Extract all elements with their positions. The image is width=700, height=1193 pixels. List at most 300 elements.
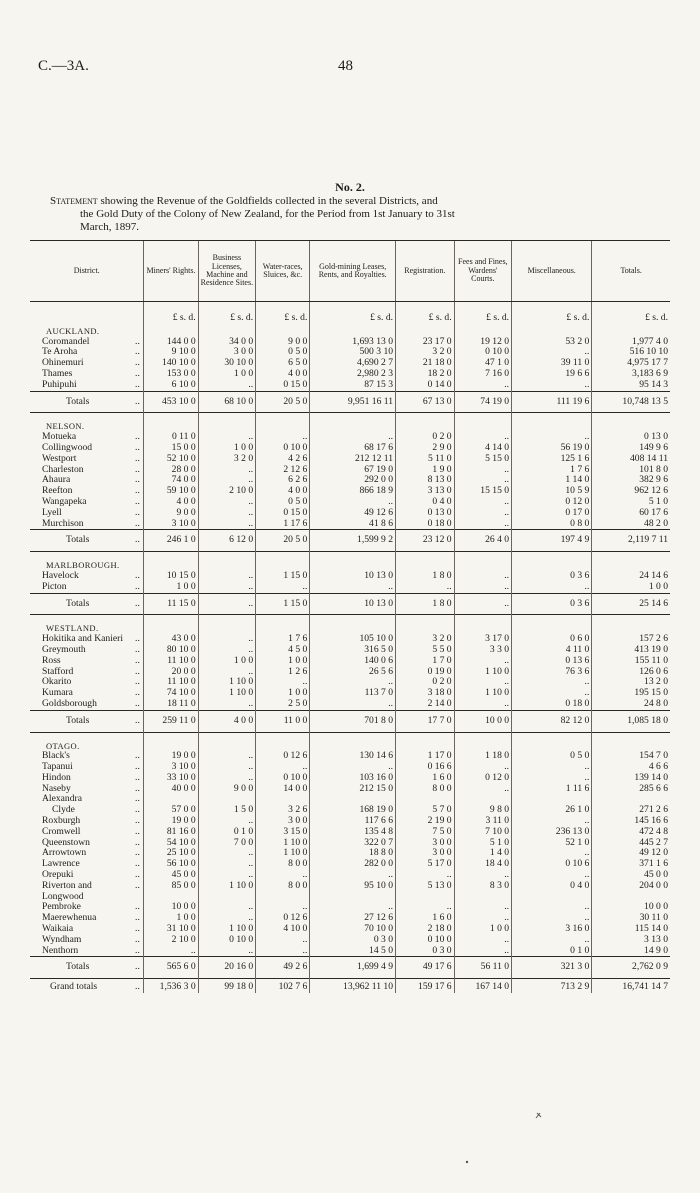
amount-cell: 0 15 0 (256, 380, 310, 391)
column-header: Miscellaneous. (512, 241, 592, 302)
amount-cell: 408 14 11 (592, 454, 670, 465)
total-cell: 111 19 6 (512, 391, 592, 413)
unit-label: £ s. d. (512, 302, 592, 324)
column-header: Registration. (396, 241, 455, 302)
amount-cell: 204 0 0 (592, 881, 670, 903)
amount-cell: 52 10 0 (144, 454, 198, 465)
table-row: Cromwell .. 81 16 0 0 1 0 3 15 0 135 4 8 7 5 0 7 10 0 236 13 0 472 4 8 (30, 827, 670, 838)
amount-cell: .. (454, 870, 511, 881)
amount-cell: 5 1 0 (592, 497, 670, 508)
amount-cell: 95 14 3 (592, 380, 670, 391)
amount-cell: 2 10 0 (198, 486, 255, 497)
amount-cell: 3 11 0 (454, 816, 511, 827)
amount-cell: 10 13 0 (310, 571, 396, 582)
amount-cell: 1 15 0 (256, 571, 310, 582)
amount-cell: .. (454, 571, 511, 582)
unit-label: £ s. d. (198, 302, 255, 324)
amount-cell: 9 10 0 (144, 347, 198, 358)
amount-cell: 153 0 0 (144, 369, 198, 380)
amount-cell: 1 17 0 (396, 751, 455, 762)
amount-cell: 87 15 3 (310, 380, 396, 391)
section-heading: MARLBOROUGH. (46, 560, 120, 571)
table-row: Hokitika and Kanieri .. 43 0 0 .. 1 7 6 105 10 0 3 2 0 3 17 0 0 6 0 157 2 6 (30, 634, 670, 645)
amount-cell: 5 7 0 (396, 805, 455, 816)
amount-cell: 18 8 0 (310, 848, 396, 859)
table-row: Clyde .. 57 0 0 1 5 0 3 2 6 168 19 0 5 7 0 9 8 0 26 1 0 271 2 6 (30, 805, 670, 816)
section-heading: AUCKLAND. (46, 325, 100, 336)
amount-cell: .. (198, 380, 255, 391)
amount-cell: 27 12 6 (310, 913, 396, 924)
section-heading-row (30, 733, 670, 752)
amount-cell: 271 2 6 (592, 805, 670, 816)
district-name: Collingwood (42, 442, 93, 453)
amount-cell: 39 11 0 (512, 358, 592, 369)
amount-cell: 95 10 0 (310, 881, 396, 903)
amount-cell: 4 14 0 (454, 443, 511, 454)
amount-cell: 15 0 0 (144, 443, 198, 454)
amount-cell: 26 5 6 (310, 667, 396, 678)
unit-label: £ s. d. (454, 302, 511, 324)
amount-cell: .. (454, 913, 511, 924)
table-row: Motueka .. 0 11 0 .. .. .. 0 2 0 .. .. 0 13 0 (30, 432, 670, 443)
amount-cell: 2 10 0 (144, 935, 198, 946)
table-row: Queenstown .. 54 10 0 7 0 0 1 10 0 322 0 7 3 0 0 5 1 0 52 1 0 445 2 7 (30, 838, 670, 849)
amount-cell: 4 0 0 (256, 486, 310, 497)
amount-cell: .. (198, 571, 255, 582)
total-cell: 453 10 0 (144, 391, 198, 413)
amount-cell: 45 0 0 (144, 870, 198, 881)
amount-cell: 0 10 0 (256, 773, 310, 784)
grand-total-cell: 16,741 14 7 (592, 979, 670, 993)
amount-cell: 7 16 0 (454, 369, 511, 380)
total-cell: .. (454, 593, 511, 615)
amount-cell: 56 10 0 (144, 859, 198, 870)
district-name: Pembroke (42, 902, 81, 913)
amount-cell: 4 2 6 (256, 454, 310, 465)
amount-cell: .. (512, 432, 592, 443)
amount-cell: 113 7 0 (310, 688, 396, 699)
column-header: District. (30, 241, 144, 302)
amount-cell: 9 0 0 (256, 337, 310, 348)
amount-cell: .. (454, 519, 511, 530)
amount-cell: .. (454, 902, 511, 913)
amount-cell: 3 13 0 (592, 935, 670, 946)
amount-cell: 103 16 0 (310, 773, 396, 784)
amount-cell: 130 14 6 (310, 751, 396, 762)
amount-cell: .. (310, 762, 396, 773)
grand-totals-row: Grand totals .. 1,536 3 0 99 18 0 102 7 6 13,962 11 10 159 17 6 167 14 0 713 2 9 16,741 14 7 (30, 979, 670, 993)
district-name: Naseby (42, 783, 71, 794)
amount-cell: 0 5 0 (256, 347, 310, 358)
district-name: Greymouth (42, 644, 86, 655)
amount-cell: 11 10 0 (144, 677, 198, 688)
amount-cell: 101 8 0 (592, 465, 670, 476)
amount-cell: 54 10 0 (144, 838, 198, 849)
amount-cell: 6 10 0 (144, 380, 198, 391)
amount-cell: .. (512, 347, 592, 358)
table-row: Wyndham .. 2 10 0 0 10 0 .. 0 3 0 0 10 0 .. .. 3 13 0 (30, 935, 670, 946)
amount-cell: .. (198, 762, 255, 773)
district-name: Kumara (42, 688, 73, 699)
unit-label: £ s. d. (592, 302, 670, 324)
amount-cell: 316 5 0 (310, 645, 396, 656)
total-cell: 74 19 0 (454, 391, 511, 413)
district-name: Okarito (42, 677, 72, 688)
caption-line-3: March, 1897. (80, 221, 139, 233)
table-row: Naseby .. 40 0 0 9 0 0 14 0 0 212 15 0 8 0 0 .. 1 11 6 285 6 6 (30, 784, 670, 795)
amount-cell: 149 9 6 (592, 443, 670, 454)
amount-cell: 76 3 6 (512, 667, 592, 678)
total-cell: 10,748 13 5 (592, 391, 670, 413)
amount-cell: .. (310, 432, 396, 443)
amount-cell: 0 10 0 (396, 935, 455, 946)
table-row: Murchison .. 3 10 0 .. 1 17 6 41 8 6 0 18 0 .. 0 8 0 48 2 0 (30, 519, 670, 530)
amount-cell: 74 0 0 (144, 475, 198, 486)
amount-cell: 81 16 0 (144, 827, 198, 838)
totals-label: Totals (30, 957, 133, 979)
amount-cell: 472 4 8 (592, 827, 670, 838)
amount-cell: .. (256, 677, 310, 688)
amount-cell: .. (198, 913, 255, 924)
amount-cell: 7 0 0 (198, 838, 255, 849)
caption-lead: Statement (50, 195, 98, 207)
amount-cell: .. (454, 475, 511, 486)
amount-cell: 3 15 0 (256, 827, 310, 838)
statement-caption (50, 195, 660, 234)
amount-cell: 4 10 0 (256, 924, 310, 935)
amount-cell: 8 3 0 (454, 881, 511, 903)
amount-cell: 10 15 0 (144, 571, 198, 582)
amount-cell: .. (454, 432, 511, 443)
district-name: Arrowtown (42, 848, 87, 859)
amount-cell: 0 18 0 (512, 699, 592, 710)
amount-cell: 0 13 0 (396, 508, 455, 519)
amount-cell: 0 6 0 (512, 634, 592, 645)
amount-cell: .. (512, 677, 592, 688)
district-name: Te Aroha (42, 347, 78, 358)
amount-cell: 19 0 0 (144, 751, 198, 762)
amount-cell: 2 18 0 (396, 924, 455, 935)
amount-cell: 105 10 0 (310, 634, 396, 645)
amount-cell: 28 0 0 (144, 465, 198, 476)
amount-cell: 282 0 0 (310, 859, 396, 870)
amount-cell: 0 12 6 (256, 751, 310, 762)
amount-cell: 1 0 0 (144, 582, 198, 593)
amount-cell: 56 19 0 (512, 443, 592, 454)
district-name: Picton (42, 581, 67, 592)
total-cell: 4 0 0 (198, 710, 255, 732)
amount-cell: .. (454, 465, 511, 476)
amount-cell: 962 12 6 (592, 486, 670, 497)
total-cell: 9,951 16 11 (310, 391, 396, 413)
amount-cell: .. (310, 699, 396, 710)
district-name: Hokitika and Kanieri (42, 634, 123, 645)
amount-cell: 2 9 0 (396, 443, 455, 454)
amount-cell: 3 2 0 (396, 347, 455, 358)
amount-cell: 1 10 0 (198, 881, 255, 903)
amount-cell: 53 2 0 (512, 337, 592, 348)
amount-cell: 1 0 0 (256, 656, 310, 667)
amount-cell: 212 15 0 (310, 784, 396, 795)
amount-cell: .. (198, 475, 255, 486)
amount-cell: .. (454, 935, 511, 946)
amount-cell: .. (454, 508, 511, 519)
table-row: Thames .. 153 0 0 1 0 0 4 0 0 2,980 2 3 18 2 0 7 16 0 19 6 6 3,183 6 9 (30, 369, 670, 380)
amount-cell: 10 5 9 (512, 486, 592, 497)
amount-cell: 21 18 0 (396, 358, 455, 369)
amount-cell: 140 0 6 (310, 656, 396, 667)
amount-cell: 24 14 6 (592, 571, 670, 582)
total-cell: 1,699 4 9 (310, 957, 396, 979)
amount-cell: 0 2 0 (396, 677, 455, 688)
table-row: Maerewhenua .. 1 0 0 .. 0 12 6 27 12 6 1 6 0 .. .. 30 11 0 (30, 913, 670, 924)
amount-cell: 47 1 0 (454, 358, 511, 369)
amount-cell: 1 7 0 (396, 656, 455, 667)
total-cell: 82 12 0 (512, 710, 592, 732)
amount-cell: .. (454, 380, 511, 391)
amount-cell: .. (198, 902, 255, 913)
district-name: Ahaura (42, 475, 71, 486)
table-row: Stafford .. 20 0 0 .. 1 2 6 26 5 6 0 19 0 1 10 0 76 3 6 126 0 6 (30, 667, 670, 678)
total-cell: 26 4 0 (454, 530, 511, 552)
amount-cell: 74 10 0 (144, 688, 198, 699)
amount-cell: 1 4 0 (454, 848, 511, 859)
total-cell: 246 1 0 (144, 530, 198, 552)
amount-cell: 14 9 0 (592, 946, 670, 957)
section-heading-row (30, 615, 670, 634)
caption-line-1: showing the Revenue of the Goldfields collected in the several Districts, and (97, 195, 438, 207)
amount-cell: .. (256, 946, 310, 957)
amount-cell: 3 2 6 (256, 805, 310, 816)
amount-cell: .. (512, 773, 592, 784)
table-row: Tapanui .. 3 10 0 .. .. .. 0 16 6 .. .. 4 6 6 (30, 762, 670, 773)
totals-label: Totals (30, 710, 133, 732)
amount-cell: 0 10 0 (198, 935, 255, 946)
unit-label: £ s. d. (256, 302, 310, 324)
amount-cell: .. (512, 762, 592, 773)
total-cell: 11 0 0 (256, 710, 310, 732)
amount-cell: 3 2 0 (198, 454, 255, 465)
amount-cell: 14 0 0 (256, 784, 310, 795)
table-row: Charleston .. 28 0 0 .. 2 12 6 67 19 0 1 9 0 .. 1 7 6 101 8 0 (30, 465, 670, 476)
amount-cell: 80 10 0 (144, 645, 198, 656)
table-row: Lawrence .. 56 10 0 .. 8 0 0 282 0 0 5 17 0 18 4 0 0 10 6 371 1 6 (30, 859, 670, 870)
total-cell: 1,085 18 0 (592, 710, 670, 732)
district-name: Charleston (42, 464, 84, 475)
amount-cell: 49 12 0 (592, 848, 670, 859)
amount-cell: 0 1 0 (198, 827, 255, 838)
total-cell: 67 13 0 (396, 391, 455, 413)
amount-cell: 6 5 0 (256, 358, 310, 369)
grand-total-cell: 713 2 9 (512, 979, 592, 993)
amount-cell: 145 16 6 (592, 816, 670, 827)
district-name: Queenstown (42, 837, 90, 848)
table-row: Waikaia .. 31 10 0 1 10 0 4 10 0 70 10 0 2 18 0 1 0 0 3 16 0 115 14 0 (30, 924, 670, 935)
total-cell: 20 5 0 (256, 530, 310, 552)
amount-cell: 8 0 0 (396, 784, 455, 795)
amount-cell: 413 19 0 (592, 645, 670, 656)
amount-cell: 10 0 0 (592, 902, 670, 913)
amount-cell: .. (198, 848, 255, 859)
amount-cell: 195 15 0 (592, 688, 670, 699)
amount-cell: 236 13 0 (512, 827, 592, 838)
column-header: Miners' Rights. (144, 241, 198, 302)
table-row: Westport .. 52 10 0 3 2 0 4 2 6 212 12 11 5 11 0 5 15 0 125 1 6 408 14 11 (30, 454, 670, 465)
amount-cell: 0 12 0 (454, 773, 511, 784)
district-name: Lawrence (42, 859, 80, 870)
amount-cell: 3 2 0 (396, 634, 455, 645)
amount-cell: 0 10 0 (256, 443, 310, 454)
table-row: Orepuki .. 45 0 0 .. .. .. .. .. .. 45 0 0 (30, 870, 670, 881)
table-row: Goldsborough .. 18 11 0 .. 2 5 0 .. 2 14 0 .. 0 18 0 24 8 0 (30, 699, 670, 710)
amount-cell: 1 0 0 (256, 688, 310, 699)
amount-cell: 140 10 0 (144, 358, 198, 369)
amount-cell: 0 13 0 (592, 432, 670, 443)
amount-cell: 500 3 10 (310, 347, 396, 358)
total-cell: 56 11 0 (454, 957, 511, 979)
district-name: Riverton and Longwood (42, 880, 92, 902)
amount-cell: 3 13 0 (396, 486, 455, 497)
amount-cell: .. (310, 582, 396, 593)
amount-cell: 2 12 6 (256, 465, 310, 476)
total-cell: 68 10 0 (198, 391, 255, 413)
amount-cell: 3 0 0 (256, 816, 310, 827)
amount-cell: .. (454, 677, 511, 688)
table-row: Nenthorn .. .. .. .. 14 5 0 0 3 0 .. 0 1 0 14 9 0 (30, 946, 670, 957)
district-name: Havelock (42, 570, 79, 581)
amount-cell: 13 2 0 (592, 677, 670, 688)
amount-cell: .. (198, 859, 255, 870)
amount-cell: 1 8 0 (396, 571, 455, 582)
amount-cell: .. (198, 751, 255, 762)
amount-cell: 117 6 6 (310, 816, 396, 827)
amount-cell: .. (198, 432, 255, 443)
district-name: Roxburgh (42, 816, 81, 827)
total-cell: 2,762 0 9 (592, 957, 670, 979)
total-cell: 6 12 0 (198, 530, 255, 552)
amount-cell: 3 16 0 (512, 924, 592, 935)
amount-cell: .. (198, 816, 255, 827)
amount-cell: 19 12 0 (454, 337, 511, 348)
amount-cell: 155 11 0 (592, 656, 670, 667)
section-totals-row: Totals .. 259 11 0 4 0 0 11 0 0 701 8 0 17 7 0 10 0 0 82 12 0 1,085 18 0 (30, 710, 670, 732)
section-totals-row: Totals .. 11 15 0 .. 1 15 0 10 13 0 1 8 0 .. 0 3 6 25 14 6 (30, 593, 670, 615)
amount-cell: .. (256, 935, 310, 946)
table-row: Te Aroha .. 9 10 0 3 0 0 0 5 0 500 3 10 3 2 0 0 10 0 .. 516 10 10 (30, 347, 670, 358)
table-row: Arrowtown .. 25 10 0 .. 1 10 0 18 8 0 3 0 0 1 4 0 .. 49 12 0 (30, 848, 670, 859)
amount-cell: 0 4 0 (396, 497, 455, 508)
amount-cell: 2 14 0 (396, 699, 455, 710)
total-cell: 11 15 0 (144, 593, 198, 615)
amount-cell: 85 0 0 (144, 881, 198, 903)
section-heading: WESTLAND. (46, 623, 99, 634)
total-cell: 23 12 0 (396, 530, 455, 552)
amount-cell: 285 6 6 (592, 784, 670, 795)
amount-cell: 3 0 0 (396, 848, 455, 859)
table-row: Alexandra .. (30, 794, 670, 805)
district-name: Maerewhenua (42, 913, 97, 924)
amount-cell: .. (512, 870, 592, 881)
amount-cell: 168 19 0 (310, 805, 396, 816)
amount-cell: .. (310, 870, 396, 881)
amount-cell: .. (198, 582, 255, 593)
totals-label: Totals (30, 391, 133, 413)
section-totals-row: Totals .. 453 10 0 68 10 0 20 5 0 9,951 16 11 67 13 0 74 19 0 111 19 6 10,748 13 5 (30, 391, 670, 413)
table-row: Riverton and Longwood .. 85 0 0 1 10 0 8 0 0 95 10 0 5 13 0 8 3 0 0 4 0 204 0 0 (30, 881, 670, 903)
total-cell: 20 5 0 (256, 391, 310, 413)
amount-cell: 57 0 0 (144, 805, 198, 816)
amount-cell: 0 16 6 (396, 762, 455, 773)
amount-cell: 3 10 0 (144, 762, 198, 773)
total-cell: 197 4 9 (512, 530, 592, 552)
amount-cell: 1,977 4 0 (592, 337, 670, 348)
amount-cell: 0 4 0 (512, 881, 592, 903)
amount-cell: .. (454, 656, 511, 667)
grand-total-cell: 102 7 6 (256, 979, 310, 993)
amount-cell: 0 10 6 (512, 859, 592, 870)
total-cell: 1,599 9 2 (310, 530, 396, 552)
amount-cell: 1 0 0 (198, 656, 255, 667)
amount-cell: .. (512, 902, 592, 913)
total-cell: .. (198, 593, 255, 615)
amount-cell: 19 0 0 (144, 816, 198, 827)
amount-cell: 115 14 0 (592, 924, 670, 935)
total-cell: 321 3 0 (512, 957, 592, 979)
amount-cell: .. (310, 677, 396, 688)
amount-cell: 60 17 6 (592, 508, 670, 519)
amount-cell: 4 6 6 (592, 762, 670, 773)
amount-cell: 31 10 0 (144, 924, 198, 935)
amount-cell: 0 5 0 (512, 751, 592, 762)
section-heading-row (30, 552, 670, 571)
amount-cell: .. (198, 699, 255, 710)
amount-cell: .. (198, 465, 255, 476)
amount-cell: 3 3 0 (454, 645, 511, 656)
amount-cell: .. (256, 762, 310, 773)
amount-cell: 1 5 0 (198, 805, 255, 816)
amount-cell: 0 18 0 (396, 519, 455, 530)
revenue-table (30, 240, 670, 993)
amount-cell: 18 4 0 (454, 859, 511, 870)
table-row: Black's .. 19 0 0 .. 0 12 6 130 14 6 1 17 0 1 18 0 0 5 0 154 7 0 (30, 751, 670, 762)
table-header (30, 241, 670, 302)
amount-cell: 292 0 0 (310, 475, 396, 486)
district-name: Nenthorn (42, 945, 79, 956)
amount-cell: .. (396, 582, 455, 593)
amount-cell: 18 2 0 (396, 369, 455, 380)
district-name: Wangapeka (42, 496, 87, 507)
grand-totals-label: Grand totals (50, 981, 98, 993)
amount-cell: 1 17 6 (256, 519, 310, 530)
district-name: Waikaia (42, 924, 74, 935)
table-row: Picton .. 1 0 0 .. .. .. .. .. .. 1 0 0 (30, 582, 670, 593)
amount-cell: 0 12 0 (512, 497, 592, 508)
total-cell: 20 16 0 (198, 957, 255, 979)
district-name: Lyell (42, 507, 62, 518)
amount-cell: 1 10 0 (454, 688, 511, 699)
district-name: Goldsborough (42, 698, 97, 709)
grand-total-cell: 1,536 3 0 (144, 979, 198, 993)
amount-cell: .. (454, 762, 511, 773)
amount-cell: 0 3 6 (512, 571, 592, 582)
table-row: Ohinemuri .. 140 10 0 30 10 0 6 5 0 4,690 2 7 21 18 0 47 1 0 39 11 0 4,975 17 7 (30, 358, 670, 369)
amount-cell: 0 15 0 (256, 508, 310, 519)
amount-cell: 126 0 6 (592, 667, 670, 678)
amount-cell: 45 0 0 (592, 870, 670, 881)
amount-cell: 30 10 0 (198, 358, 255, 369)
amount-cell: 516 10 10 (592, 347, 670, 358)
amount-cell: .. (198, 870, 255, 881)
